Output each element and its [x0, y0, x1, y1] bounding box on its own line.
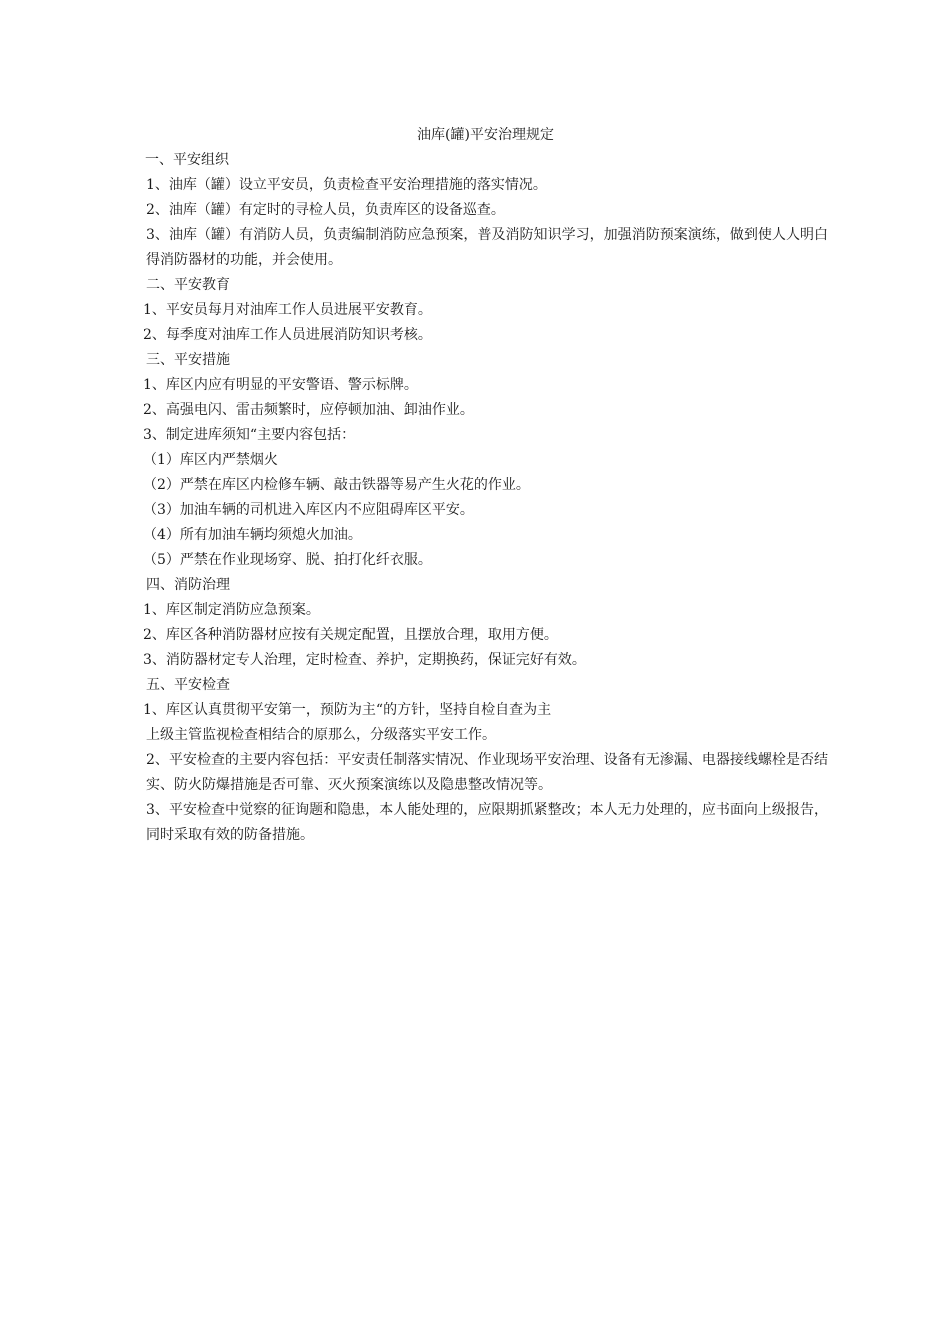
list-item: 1、库区认真贯彻平安第一，预防为主“的方针，坚持自检自查为主	[143, 702, 552, 718]
section-heading-fire-control: 四、消防治理	[146, 577, 230, 593]
list-item: 2、油库（罐）有定时的寻检人员，负责库区的设备巡查。	[146, 202, 505, 218]
sub-list-item: （1）库区内严禁烟火	[143, 452, 278, 468]
list-item: 2、每季度对油库工作人员进展消防知识考核。	[143, 327, 432, 343]
list-item: 3、平安检查中觉察的征询题和隐患，本人能处理的，应限期抓紧整改；本人无力处理的，应书面向上级报告，同时采取有效的防备措施。	[146, 802, 828, 843]
list-item: 1、平安员每月对油库工作人员进展平安教育。	[143, 302, 432, 318]
document-title: 油库(罐)平安治理规定	[417, 127, 554, 143]
document-body	[143, 123, 828, 848]
list-item: 1、库区制定消防应急预案。	[143, 602, 320, 618]
sub-list-item: （4）所有加油车辆均须熄火加油。	[143, 527, 362, 543]
section-heading-organization: 一、平安组织	[145, 152, 229, 168]
list-item: 上级主管监视检查相结合的原那么，分级落实平安工作。	[146, 727, 496, 743]
sub-list-item: （5）严禁在作业现场穿、脱、拍打化纤衣服。	[143, 552, 432, 568]
list-item: 2、高强电闪、雷击频繁时，应停顿加油、卸油作业。	[143, 402, 474, 418]
list-item: 1、库区内应有明显的平安警语、警示标牌。	[143, 377, 418, 393]
section-heading-education: 二、平安教育	[146, 277, 230, 293]
section-heading-inspection: 五、平安检查	[146, 677, 230, 693]
list-item: 2、库区各种消防器材应按有关规定配置，且摆放合理，取用方便。	[143, 627, 558, 643]
list-item: 3、消防器材定专人治理，定时检查、养护，定期换药，保证完好有效。	[143, 652, 586, 668]
sub-list-item: （3）加油车辆的司机进入库区内不应阻碍库区平安。	[143, 502, 474, 518]
list-item: 2、平安检查的主要内容包括：平安责任制落实情况、作业现场平安治理、设备有无渗漏、电器接线螺栓是否结实、防火防爆措施是否可靠、灭火预案演练以及隐患整改情况等。	[146, 752, 828, 793]
list-item: 3、制定进库须知“主要内容包括：	[143, 427, 356, 443]
list-item: 1、油库（罐）设立平安员，负责检查平安治理措施的落实情况。	[146, 177, 547, 193]
list-item: 3、油库（罐）有消防人员，负责编制消防应急预案，普及消防知识学习，加强消防预案演练，做到使人人明白得消防器材的功能，并会使用。	[146, 227, 828, 268]
sub-list-item: （2）严禁在库区内检修车辆、敲击铁器等易产生火花的作业。	[143, 477, 530, 493]
section-heading-measures: 三、平安措施	[146, 352, 230, 368]
